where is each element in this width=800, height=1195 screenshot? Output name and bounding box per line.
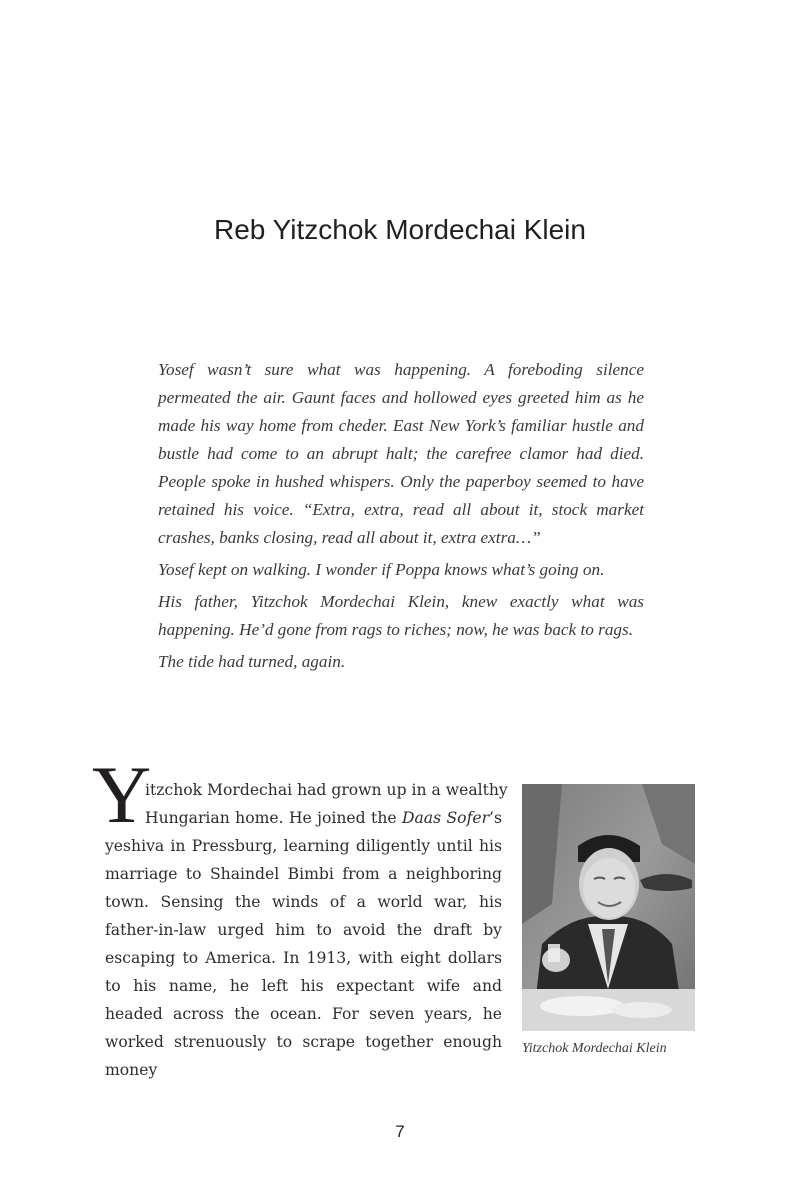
intro-paragraph-3: His father, Yitzchok Mordechai Klein, knew exactly what was happening. He’d gone from rags to riches; now, he was back to rags.: [158, 592, 644, 639]
intro-paragraph-1: Yosef wasn’t sure what was happening. A foreboding silence permeated the air. Gaunt faces and hollowed eyes greeted him as he made his way home from cheder. East New York’s familiar hustle and bustle had come to an abrupt halt; the carefree clamor had died. People spoke in hushed whispers. Only the paperboy seemed to have retained his voice. “Extra, extra, read all about it, stock market crashes, banks closing, read all about it, extra extra…”: [158, 360, 644, 547]
body-rest: yeshiva in Pressburg, learning diligently until his marriage to Shaindel Bimbi from a neighboring town. Sensing the winds of a world war, his father-in-law urged him to avoid the draft by escaping to America. In 1913, with eight dollars to his name, he left his expectant wife and headed across the ocean. For seven years, he worked strenuously to scrape together enough money: [105, 837, 502, 1079]
portrait-photo-illustration: [522, 784, 695, 1031]
daas-sofer-italic: Daas Sofer: [402, 809, 490, 827]
drop-cap: Y: [92, 749, 152, 840]
page-number: 7: [395, 1122, 405, 1141]
body-paragraph: [105, 776, 508, 1084]
intro-paragraph-4: The tide had turned, again.: [158, 652, 346, 671]
body-line-2-end: ’s: [489, 809, 502, 827]
body-line-1: itzchok Mordechai had grown up in a wealthy: [145, 781, 508, 799]
photo-caption: Yitzchok Mordechai Klein: [522, 1041, 667, 1056]
intro-vignette: [158, 356, 644, 680]
intro-paragraph-2: Yosef kept on walking. I wonder if Poppa knows what’s going on.: [158, 560, 605, 579]
portrait-photo: [522, 784, 695, 1031]
body-line-2: [105, 804, 502, 832]
body-line-2-start: Hungarian home. He joined the: [145, 809, 402, 827]
chapter-title: Reb Yitzchok Mordechai Klein: [214, 214, 586, 245]
